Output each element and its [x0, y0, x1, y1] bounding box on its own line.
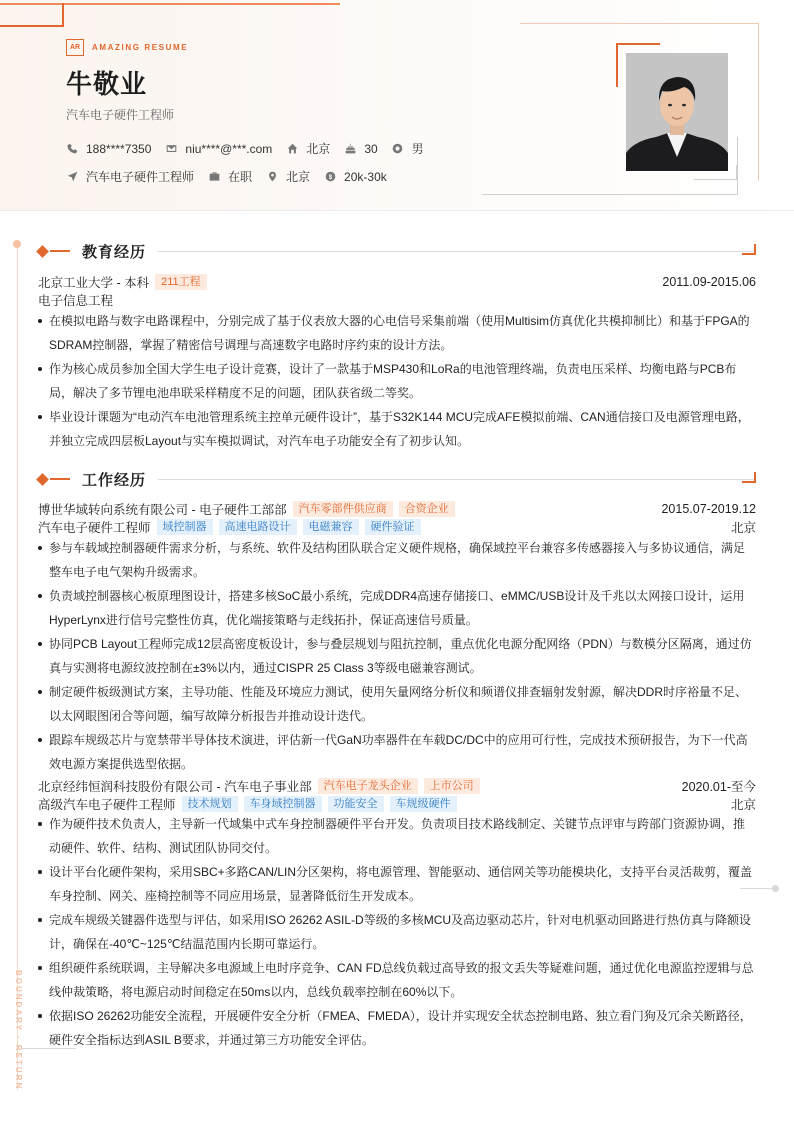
title-dash	[50, 478, 70, 480]
work-bullet: 完成车规级关键器件选型与评估，如采用ISO 26262 ASIL-D等级的多核MCU及高边驱动芯片，针对电机驱动回路进行热仿真与降额设计，确保在-40℃~125℃结温范围内长期可靠运行。	[38, 908, 756, 956]
cake-icon	[344, 143, 356, 155]
intent-city-text: 北京	[286, 170, 311, 184]
brand-logo	[66, 39, 188, 56]
job-position: 汽车电子硬件工程师	[38, 521, 151, 535]
job-location: 北京	[730, 798, 756, 812]
school-tag: 211工程	[155, 274, 207, 290]
company-name: 北京经纬恒润科技股份有限公司 - 汽车电子事业部	[38, 780, 312, 794]
svg-text:$: $	[328, 173, 332, 181]
work-bullet: 组织硬件系统联调，主导解决多电源域上电时序竞争、CAN FD总线负载过高导致的报文丢失等疑难问题，通过优化电源监控逻辑与总线仲裁策略，将电源启动时间稳定在50ms以内，总线负载率控制在60%以下。	[38, 956, 756, 1004]
education-section-title	[36, 241, 756, 261]
candidate-title: 汽车电子硬件工程师	[66, 108, 175, 122]
section-rule	[158, 479, 756, 480]
avatar	[626, 53, 728, 171]
skill-tag: 功能安全	[328, 796, 384, 812]
job-intent-row	[66, 168, 401, 185]
work-bullet: 设计平台化硬件架构，采用SBC+多路CAN/LIN分区架构，将电源管理、智能驱动、通信网关等功能模块化，支持平台灵活裁剪，覆盖车身控制、网关、座椅控制等不同应用场景，显著降低衍生开发成本。	[38, 860, 756, 908]
age-text: 30	[364, 141, 378, 156]
company-tag: 汽车电子龙头企业	[318, 778, 418, 794]
job-period: 2015.07-2019.12	[661, 502, 756, 516]
job-entry-header	[38, 777, 756, 795]
education-entry-header	[38, 273, 756, 291]
education-bullet: 在模拟电路与数字电路课程中，分别完成了基于仪表放大器的心电信号采集前端（使用Multisim仿真优化共模抑制比）和基于FPGA的SDRAM控制器，掌握了精密信号调理与高速数字电路时序约束的设计方法。	[38, 309, 756, 357]
intent-city-item	[266, 168, 310, 185]
education-major-row	[38, 291, 756, 309]
age-item	[344, 142, 377, 156]
title-dash	[50, 250, 70, 252]
work-bullet: 跟踪车规级芯片与宽禁带半导体技术演进，评估新一代GaN功率器件在车载DC/DC中的应用可行性，完成技术预研报告，为下一代高效电源方案提供选型依据。	[38, 728, 756, 776]
diamond-icon	[36, 245, 49, 258]
diamond-icon	[36, 473, 49, 486]
brand-logo-mark: AR	[66, 39, 84, 56]
gender-item	[392, 140, 424, 157]
education-bullet: 作为核心成员参加全国大学生电子设计竞赛，设计了一款基于MSP430和LoRa的电池管理终端，负责电压采样、均衡电路与PCB布局，解决了多节锂电池串联采样精度不足的问题，团队获省级二等奖。	[38, 357, 756, 405]
skill-tag: 车身域控制器	[244, 796, 322, 812]
email-text: niu****@***.com	[185, 141, 273, 156]
timeline-decoration	[17, 245, 18, 1090]
header-accent-corner	[0, 3, 64, 27]
location-pin-icon	[266, 171, 278, 183]
work-bullet: 作为硬件技术负责人，主导新一代域集中式车身控制器硬件平台开发。负责项目技术路线制定、关键节点评审与跨部门资源协调，推动硬件、软件、结构、测试团队协同交付。	[38, 812, 756, 860]
work-heading: 工作经历	[82, 471, 147, 489]
major-name: 电子信息工程	[38, 294, 114, 308]
skill-tag: 车规级硬件	[390, 796, 457, 812]
job-location: 北京	[730, 521, 756, 535]
side-vertical-text: BOUNDARY · RETURN	[14, 970, 23, 1091]
job-position-row	[38, 795, 756, 813]
phone-text: 188****7350	[86, 141, 152, 156]
skill-tag: 技术规划	[182, 796, 238, 812]
mail-icon	[165, 143, 177, 155]
brand-logo-text: AMAZING RESUME	[92, 43, 189, 52]
education-period: 2011.09-2015.06	[662, 275, 756, 289]
job-entry-header	[38, 500, 756, 518]
section-rule	[158, 251, 756, 252]
salary-item	[324, 170, 387, 184]
work-bullet: 制定硬件板级测试方案，主导功能、性能及环境应力测试，使用矢量网络分析仪和频谱仪排查辐射发射源，解决DDR时序裕量不足、以太网眼图闭合等问题，编写故障分析报告并推动设计迭代。	[38, 680, 756, 728]
residence-text: 北京	[306, 142, 331, 156]
company-tag: 上市公司	[424, 778, 480, 794]
skill-tag: 高速电路设计	[219, 519, 297, 535]
gender-icon	[392, 143, 404, 155]
avatar-illustration	[626, 53, 728, 171]
company-tag: 汽车零部件供应商	[293, 501, 393, 517]
job-position-row	[38, 518, 756, 536]
section-corner-decoration	[742, 244, 756, 255]
residence-item	[286, 140, 330, 157]
skill-tag: 域控制器	[157, 519, 213, 535]
job-position: 高级汽车电子硬件工程师	[38, 798, 176, 812]
company-name: 博世华域转向系统有限公司 - 电子硬件工部部	[38, 503, 287, 517]
gender-text: 男	[411, 142, 424, 156]
education-bullet: 毕业设计课题为“电动汽车电池管理系统主控单元硬件设计”，基于S32K144 MCU完成AFE模拟前端、CAN通信接口及电源管理电路，并独立完成四层板Layout与实车模拟调试，对汽车电子功能安全有了初步认知。	[38, 405, 756, 453]
timeline-dot	[13, 240, 21, 248]
section-corner-decoration	[742, 472, 756, 483]
email-item	[165, 142, 272, 156]
intent-position-text: 汽车电子硬件工程师	[86, 170, 195, 184]
job-status-text: 在职	[228, 170, 253, 184]
work-bullet: 参与车载域控制器硬件需求分析，与系统、软件及结构团队联合定义硬件规格，确保域控平台兼容多传感器接入与多协议通信，满足整车电子电气架构升级需求。	[38, 536, 756, 584]
work-section-title	[36, 469, 756, 489]
phone-icon	[66, 143, 78, 155]
work-bullet: 负责域控制器核心板原理图设计，搭建多核SoC最小系统，完成DDR4高速存储接口、eMMC/USB设计及千兆以太网接口设计，运用HyperLynx进行信号完整性仿真，优化端接策略与走线拓扑，保证高速信号质量。	[38, 584, 756, 632]
salary-icon	[324, 171, 336, 183]
education-heading: 教育经历	[82, 243, 147, 261]
briefcase-icon	[208, 171, 220, 183]
contact-info-row	[66, 140, 438, 157]
resume-header	[0, 0, 794, 211]
job-status-item	[208, 168, 252, 185]
right-dot-decoration	[772, 885, 779, 892]
school-name: 北京工业大学 - 本科	[38, 276, 150, 290]
company-tag: 合资企业	[399, 501, 455, 517]
intent-position-item	[66, 168, 194, 185]
job-period: 2020.01-至今	[681, 780, 756, 794]
skill-tag: 电磁兼容	[303, 519, 359, 535]
work-bullet: 依据ISO 26262功能安全流程，开展硬件安全分析（FMEA、FMEDA），设计并实现安全状态控制电路、独立看门狗及冗余关断路径，硬件安全指标达到ASIL B要求，并通过第三方功能安全评估。	[38, 1004, 756, 1052]
skill-tag: 硬件验证	[365, 519, 421, 535]
salary-text: 20k-30k	[344, 169, 387, 184]
phone-item	[66, 142, 151, 156]
work-bullet: 协同PCB Layout工程师完成12层高密度板设计，参与叠层规划与阻抗控制，重点优化电源分配网络（PDN）与数模分区隔离，通过仿真与实测将电源纹波控制在±3%以内，通过CISPR 25 Class 3等级电磁兼容测试。	[38, 632, 756, 680]
home-icon	[286, 143, 298, 155]
send-icon	[66, 171, 78, 183]
candidate-name: 牛敬业	[66, 69, 148, 99]
